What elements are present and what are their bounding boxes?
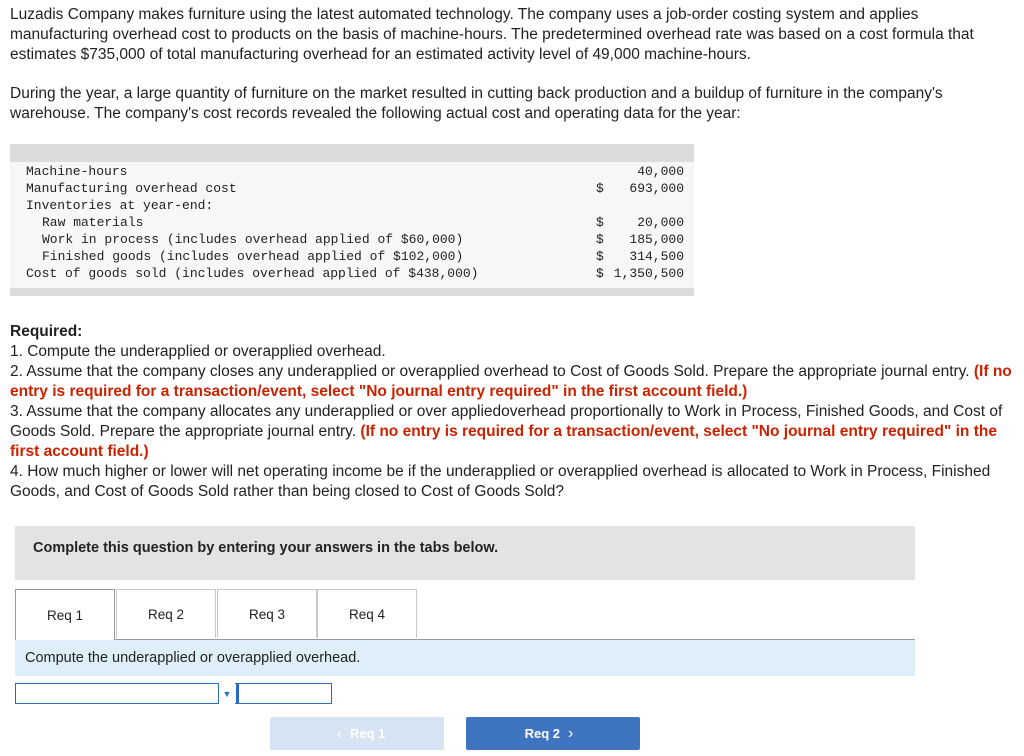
requirement-2-note: (If no entry is required for a transaction/event, select "No journal entry required" in the first account field.) (10, 363, 1012, 400)
chevron-left-icon: ‹ (336, 724, 342, 742)
row-label: Inventories at year-end: (26, 198, 214, 213)
intro-paragraph: Luzadis Company makes furniture using the latest automated technology. The company uses a job-order costing system and applies manufacturing overhead cost to products on the basis of machine-hours. The predetermined overhead rate was based on a cost formula that estimates $735,000 of total manufacturing overhead for an estimated activity level of 49,000 machine-hours. (10, 6, 974, 63)
row-label: Machine-hours (26, 164, 128, 179)
data-intro-paragraph: During the year, a large quantity of furniture on the market resulted in cutting back production and a buildup of furniture in the company's warehouse. The company's cost records revealed the following actual cost and operating data for the year: (10, 85, 943, 122)
instructions-text: Complete this question by entering your answers in the tabs below. (33, 540, 499, 556)
dropdown-arrow-icon[interactable]: ▼ (218, 683, 235, 704)
tab-label: Req 3 (248, 606, 286, 622)
tab-label: Req 2 (147, 606, 185, 622)
overhead-type-select[interactable] (15, 683, 237, 704)
table-row (10, 231, 694, 248)
tab-req-1[interactable] (15, 589, 115, 640)
overhead-amount-input[interactable] (237, 683, 332, 704)
requirement-3-text: 3. Assume that the company allocates any underapplied or over appliedoverhead proportionally to Work in Process, Finished Goods, and Cost of Goods Sold. Prepare the appropriate journal entry. (10, 403, 1003, 440)
row-label: Work in process (includes overhead applied of $60,000) (42, 232, 464, 247)
question-prompt: Compute the underapplied or overapplied overhead. (25, 650, 361, 666)
table-row (10, 214, 694, 231)
cost-data-table (10, 144, 694, 296)
tab-req-3[interactable] (217, 589, 317, 638)
requirement-1: 1. Compute the underapplied or overapplied overhead. (10, 343, 386, 360)
dollar-sign: $ (596, 249, 604, 264)
next-req-button[interactable] (466, 717, 640, 750)
dollar-sign: $ (596, 215, 604, 230)
required-heading: Required: (10, 323, 83, 340)
instructions-box (15, 526, 915, 580)
next-button-label: Req 2 (524, 726, 561, 741)
prev-req-button[interactable] (270, 717, 444, 750)
row-amount: 20,000 (637, 215, 684, 230)
table-row (10, 197, 694, 214)
row-amount: 314,500 (629, 249, 684, 264)
row-amount: 1,350,500 (613, 266, 684, 281)
requirement-3 (10, 402, 1014, 462)
table-row (10, 180, 694, 197)
requirement-tabs (15, 589, 915, 640)
row-label: Cost of goods sold (includes overhead applied of $438,000) (26, 266, 479, 281)
dollar-sign: $ (596, 232, 604, 247)
row-label: Raw materials (42, 215, 144, 230)
row-label: Finished goods (includes overhead applied of $102,000) (42, 249, 464, 264)
row-label: Manufacturing overhead cost (26, 181, 237, 196)
tab-label: Req 4 (348, 606, 386, 622)
table-row (10, 163, 694, 180)
table-row (10, 248, 694, 265)
requirement-4: 4. How much higher or lower will net operating income be if the underapplied or overapplied overhead is allocated to Work in Process, Finished Goods, and Cost of Goods Sold rather than being closed to Cost of Goods Sold? (10, 463, 991, 500)
requirement-2-text: 2. Assume that the company closes any underapplied or overapplied overhead to Cost of Goods Sold. Prepare the appropriate journal entry. (10, 363, 970, 380)
dollar-sign: $ (596, 181, 604, 196)
tab-label: Req 1 (46, 607, 84, 623)
requirement-3-note: (If no entry is required for a transaction/event, select "No journal entry required" in the first account field.) (10, 423, 997, 460)
chevron-right-icon: › (568, 724, 574, 742)
question-prompt-bar (15, 640, 915, 676)
tab-req-4[interactable] (317, 589, 417, 638)
required-section (10, 322, 1014, 502)
dollar-sign: $ (596, 266, 604, 281)
prev-button-label: Req 1 (349, 726, 386, 741)
table-row (10, 265, 694, 282)
row-amount: 693,000 (629, 181, 684, 196)
requirement-2 (10, 362, 1014, 402)
row-amount: 185,000 (629, 232, 684, 247)
tab-req-2[interactable] (116, 589, 216, 638)
row-amount: 40,000 (637, 164, 684, 179)
